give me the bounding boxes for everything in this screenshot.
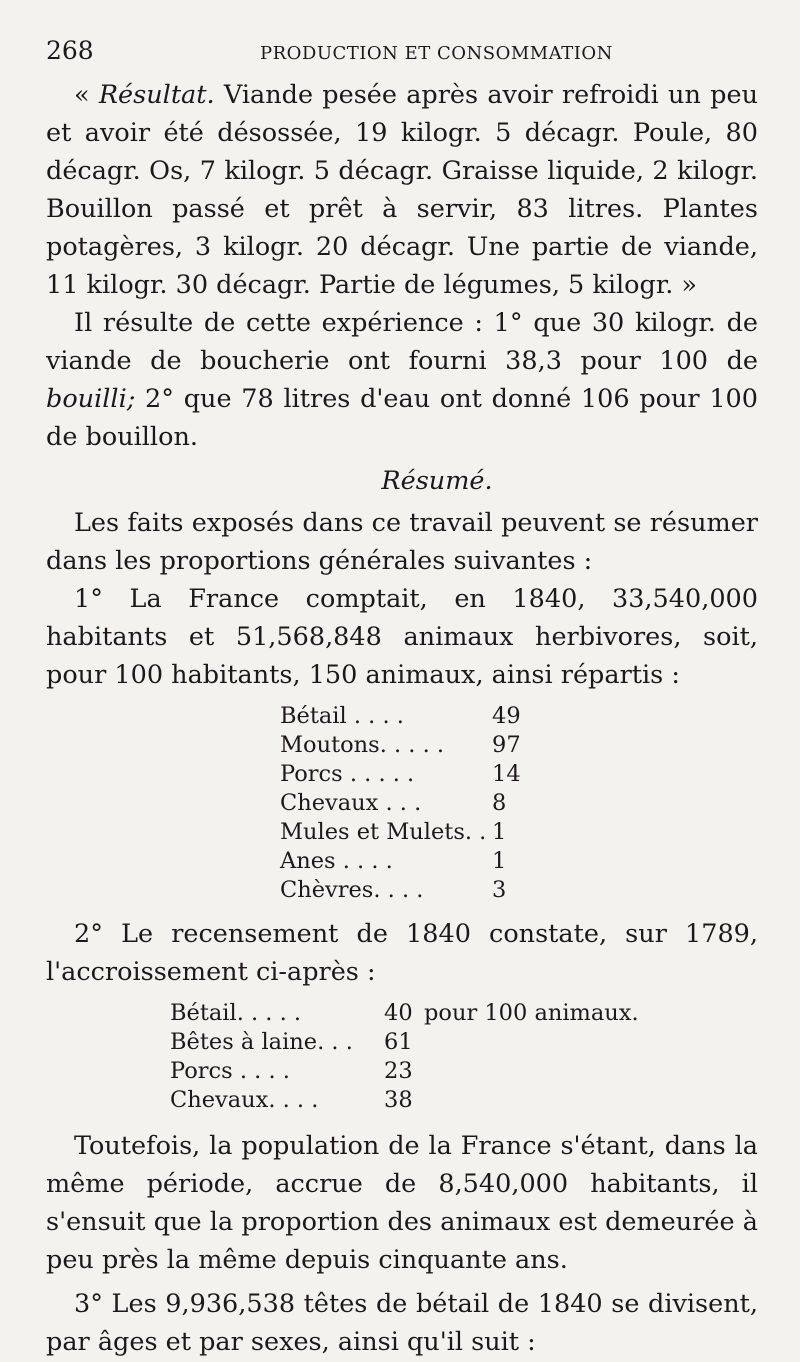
row-label: Chèvres. . . . [280, 877, 424, 903]
quote-open: « [74, 80, 99, 110]
paragraph-result [46, 76, 758, 304]
row-label: Bétail . . . . [280, 703, 404, 729]
result-label: Résultat. [98, 80, 215, 110]
row-label: Porcs . . . . . [280, 761, 415, 787]
row-unit [420, 1086, 639, 1115]
row-value: 40 [384, 1000, 413, 1026]
experience-text-before: Il résulte de cette expérience : 1° que 30 kilogr. de viande de boucherie ont fourni 38,3 pour 100 de [46, 308, 758, 376]
row-value: 14 [492, 761, 521, 787]
table-row [280, 876, 532, 905]
paragraph-experience [46, 304, 758, 456]
result-text: Viande pesée après avoir refroidi un peu et avoir été désossée, 19 kilogr. 5 décagr. Poule, 80 décagr. Os, 7 kilogr. 5 décagr. Graisse liquide, 2 kilogr. Bouillon passé et prêt à servir, 83 litres. Plantes potagères, 3 kilogr. 20 décagr. Une partie de viande, 11 kilogr. 30 décagr. Partie de légumes, 5 kilogr. » [46, 80, 758, 300]
table-row [170, 999, 639, 1028]
row-value: 97 [492, 732, 521, 758]
paragraph-intro: Les faits exposés dans ce travail peuvent se résumer dans les proportions générales suivantes : [46, 508, 758, 576]
row-unit: pour 100 animaux. [424, 1000, 639, 1026]
row-label: Bétail. . . . . [170, 1000, 302, 1026]
running-head [46, 36, 758, 72]
row-value: 49 [492, 703, 521, 729]
row-label: Anes . . . . [280, 848, 393, 874]
row-unit [420, 1057, 639, 1086]
experience-italic: bouilli; [46, 384, 136, 414]
paragraph-point-1: 1° La France comptait, en 1840, 33,540,000 habitants et 51,568,848 animaux herbivores, soit, pour 100 habitants, 150 animaux, ainsi répartis : [46, 584, 758, 690]
row-label: Chevaux. . . . [170, 1087, 319, 1113]
table-row [280, 847, 532, 876]
row-label: Bêtes à laine. . . [170, 1029, 353, 1055]
row-unit [420, 1028, 639, 1057]
row-value: 38 [384, 1087, 413, 1113]
livestock-table-1 [280, 702, 532, 905]
row-value: 23 [384, 1058, 413, 1084]
paragraph-point-3: 3° Les 9,936,538 têtes de bétail de 1840 se divisent, par âges et par sexes, ainsi qu'il suit : [46, 1289, 758, 1357]
row-value: 3 [492, 877, 507, 903]
table-row [280, 818, 532, 847]
table-row [280, 760, 532, 789]
table-row [280, 702, 532, 731]
page-number: 268 [46, 36, 94, 65]
row-label: Moutons. . . . . [280, 732, 445, 758]
running-title: PRODUCTION ET CONSOMMATION [260, 43, 613, 64]
paragraph-point-2: 2° Le recensement de 1840 constate, sur 1789, l'accroissement ci-après : [46, 919, 758, 987]
table-row [280, 789, 532, 818]
resume-heading: Résumé. [381, 466, 493, 496]
row-value: 1 [492, 848, 507, 874]
row-value: 61 [384, 1029, 413, 1055]
table-row [170, 1086, 639, 1115]
livestock-table-2 [170, 999, 639, 1115]
experience-text-after: 2° que 78 litres d'eau ont donné 106 pour 100 de bouillon. [46, 384, 758, 452]
paragraph-toutefois: Toutefois, la population de la France s'étant, dans la même période, accrue de 8,540,000 habitants, il s'ensuit que la proportion des animaux est demeurée à peu près la même depuis cinquante ans. [46, 1131, 758, 1275]
row-label: Chevaux . . . [280, 790, 422, 816]
row-label: Porcs . . . . [170, 1058, 290, 1084]
row-value: 1 [492, 819, 507, 845]
table-row [170, 1057, 639, 1086]
row-label: Mules et Mulets. . [280, 819, 487, 845]
row-value: 8 [492, 790, 507, 816]
table-row [170, 1028, 639, 1057]
table-row [280, 731, 532, 760]
